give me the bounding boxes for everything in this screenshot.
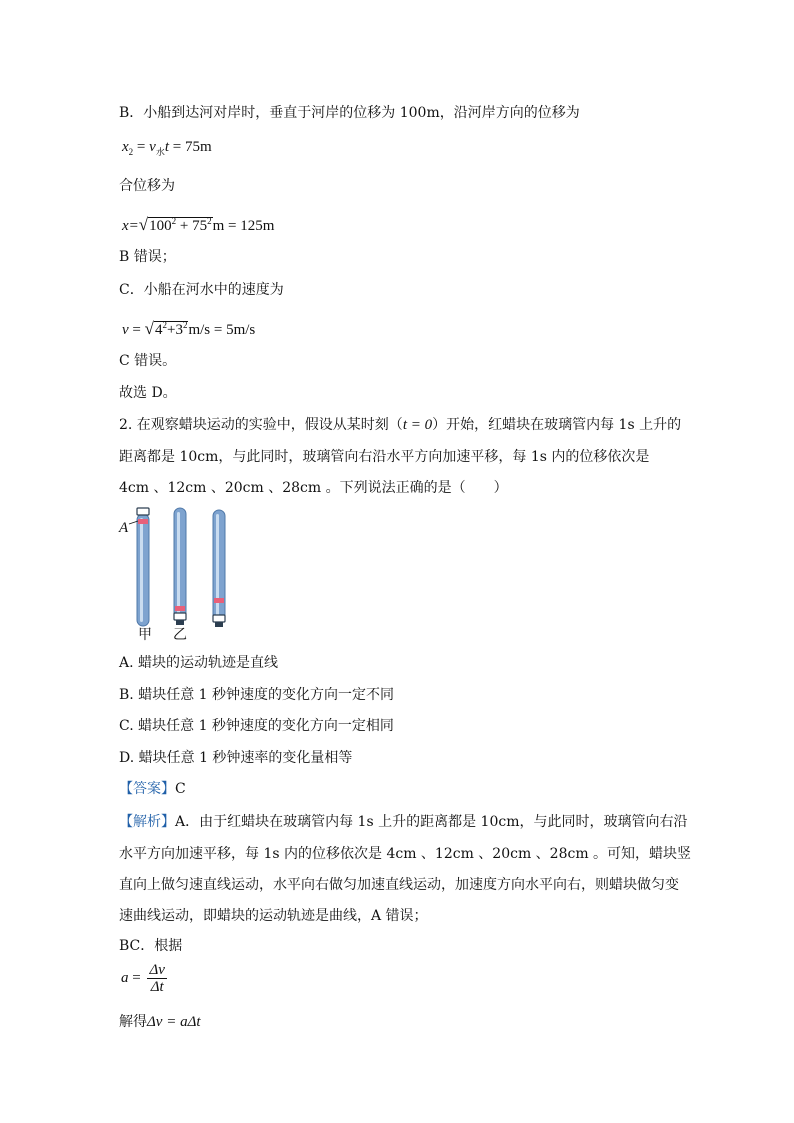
part-c-text: C．小船在河水中的速度为 <box>119 282 284 298</box>
tube-third <box>213 510 225 627</box>
figure-caption-jia: 甲 <box>138 627 152 643</box>
option-b: B. 蜡块任意 1 秒钟速度的变化方向一定不同 <box>119 687 394 703</box>
answer-tag: 【答案】 <box>119 781 175 797</box>
part-c-verdict: C 错误。 <box>119 353 177 369</box>
part-b-text: B．小船到达河对岸时，垂直于河岸的位移为 100m，沿河岸方向的位移为 <box>119 105 580 121</box>
analysis-line1: 【解析】A．由于红蜡块在玻璃管内每 1s 上升的距离都是 10cm，与此同时，玻璃管向右沿 <box>119 814 688 830</box>
option-a: A. 蜡块的运动轨迹是直线 <box>119 655 279 671</box>
tube-yi-cap <box>176 620 184 625</box>
tube-jia-cap <box>137 508 149 515</box>
answer-value: C <box>175 781 186 797</box>
option-c: C. 蜡块任意 1 秒钟速度的变化方向一定相同 <box>119 718 394 734</box>
analysis-tag: 【解析】 <box>119 814 175 830</box>
wax-block-jia <box>138 519 148 524</box>
tube-jia <box>129 508 149 626</box>
tube-yi <box>174 508 186 625</box>
equation-v: $v = √4^2+3^2m/s = 5m/s$ <box>122 319 256 338</box>
analysis-line2: 水平方向加速平移，每 1s 内的位移依次是 4cm 、12cm 、20cm 、28cm 。可知，蜡块竖 <box>119 846 692 862</box>
analysis-solve: 解得Δv = aΔt <box>119 1014 201 1030</box>
question2-line2: 距离都是 10cm，与此同时，玻璃管向右沿水平方向加速平移，每 1s 内的位移依次是 <box>119 449 650 465</box>
equation-acceleration: a = $\frac{\Delta v}{\Delta t}$ <box>121 962 165 995</box>
wax-block-yi <box>175 606 185 611</box>
tubes-figure <box>115 504 245 644</box>
tube-third-cap <box>215 622 223 627</box>
conclusion: 故选 D。 <box>119 385 177 401</box>
equation-x2: $x_2 = v_水t = 75m$ <box>122 139 212 157</box>
analysis-bc-label: BC．根据 <box>119 938 183 954</box>
figure-caption-yi: 乙 <box>173 627 187 643</box>
answer <box>119 780 186 798</box>
analysis-line3: 直向上做匀速直线运动，水平向右做匀加速直线运动，加速度方向水平向右，则蜡块做匀变 <box>119 877 679 893</box>
combined-displacement-label: 合位移为 <box>119 178 175 194</box>
question2-line3: 4cm 、12cm 、20cm 、28cm 。下列说法正确的是（ ） <box>119 480 508 496</box>
figure-label-a: A <box>119 520 129 536</box>
equation-x: $x=√100^2 + 75^2m = 125m$ <box>122 215 275 234</box>
part-b-verdict: B 错误； <box>119 249 176 265</box>
option-d: D. 蜡块任意 1 秒钟速率的变化量相等 <box>119 750 353 766</box>
analysis-line4: 速曲线运动，即蜡块的运动轨迹是曲线，A 错误； <box>119 908 428 924</box>
question2-line1: 2. 在观察蜡块运动的实验中，假设从某时刻（t = 0）开始，红蜡块在玻璃管内每 1s 上升的 <box>119 417 682 433</box>
wax-block-third <box>214 598 224 603</box>
